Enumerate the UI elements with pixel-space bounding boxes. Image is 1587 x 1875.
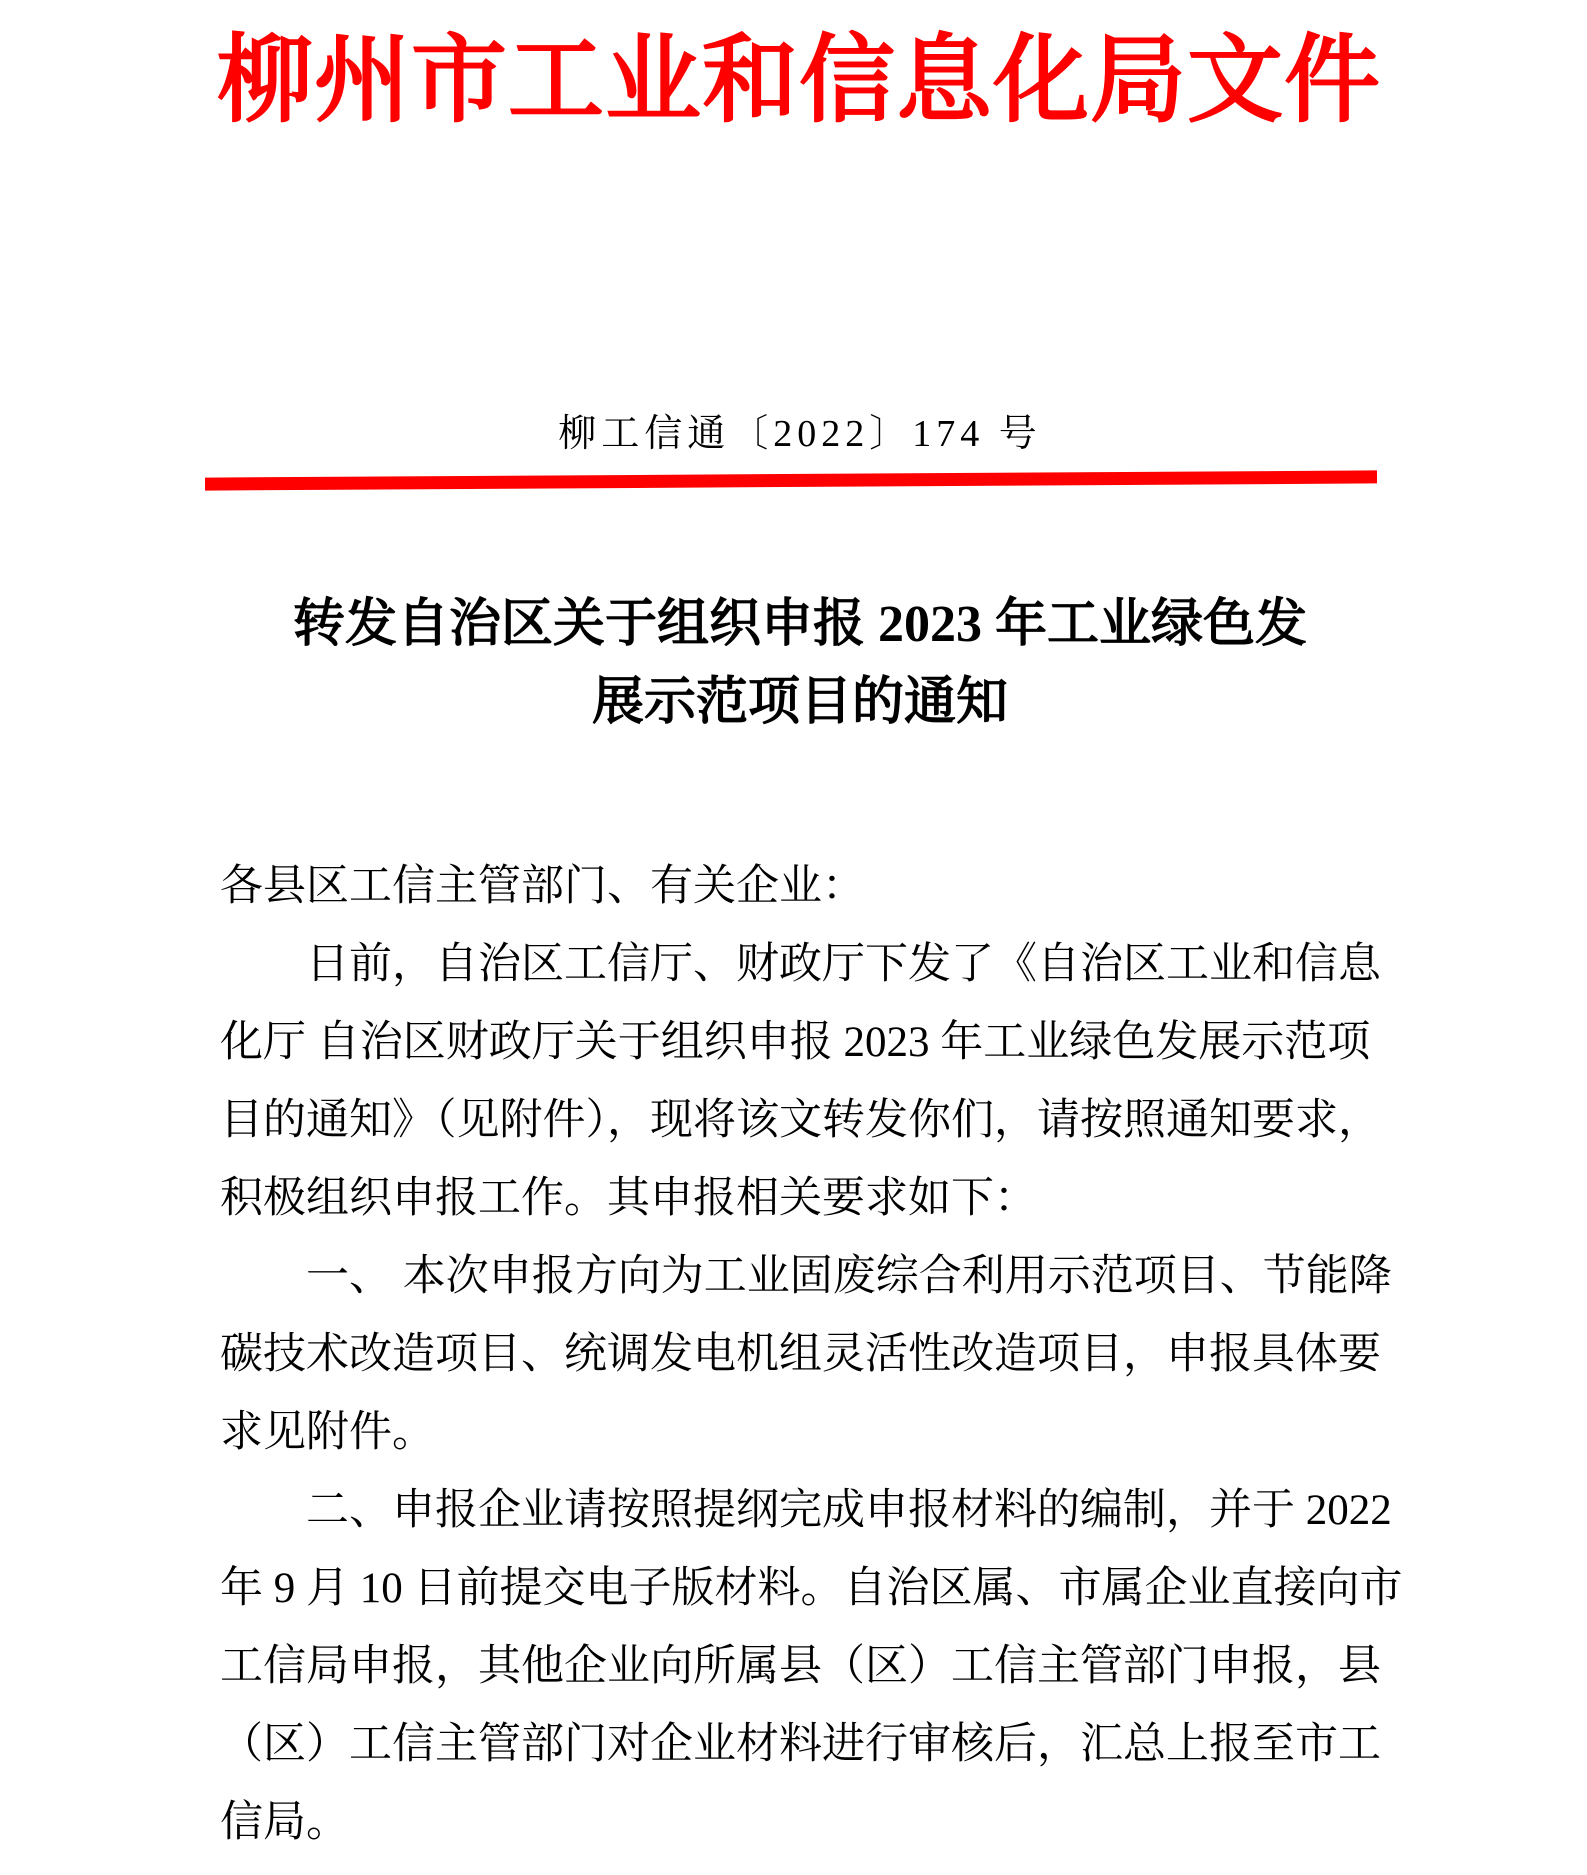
document-number: 柳工信通〔2022〕174 号 (558, 413, 1042, 455)
body-line: 一、 本次申报方向为工业固废综合利用示范项目、节能降 (306, 1253, 1392, 1300)
body-line: 各县区工信主管部门、有关企业： (220, 863, 865, 910)
document-title (120, 586, 1480, 742)
body-line: 积极组织申报工作。其申报相关要求如下： (220, 1175, 1037, 1222)
body-line: 化厅 自治区财政厅关于组织申报 2023 年工业绿色发展示范项 (220, 1019, 1371, 1066)
document-title-line-2: 展示范项目的通知 (591, 674, 1008, 731)
agency-letterhead: 柳州市工业和信息化局文件 (217, 27, 1381, 134)
document-title-line-1: 转发自治区关于组织申报 2023 年工业绿色发 (292, 596, 1307, 653)
body-line: 二、申报企业请按照提纲完成申报材料的编制，并于 2022 (306, 1487, 1392, 1534)
body-line: 目的通知》（见附件），现将该文转发你们，请按照通知要求， (220, 1097, 1381, 1144)
red-divider-line (205, 470, 1377, 490)
document-body (220, 848, 1403, 1862)
body-line: 年 9 月 10 日前提交电子版材料。自治区属、市属企业直接向市 (220, 1565, 1403, 1612)
body-line: 碳技术改造项目、统调发电机组灵活性改造项目，申报具体要 (220, 1331, 1381, 1378)
body-line: 日前，自治区工信厅、财政厅下发了《自治区工业和信息 (306, 941, 1381, 988)
body-line: （区）工信主管部门对企业材料进行审核后，汇总上报至市工 (220, 1721, 1381, 1768)
body-line: 求见附件。 (220, 1409, 435, 1456)
body-line: 信局。 (220, 1799, 349, 1846)
body-line: 工信局申报，其他企业向所属县（区）工信主管部门申报，县 (220, 1643, 1381, 1690)
